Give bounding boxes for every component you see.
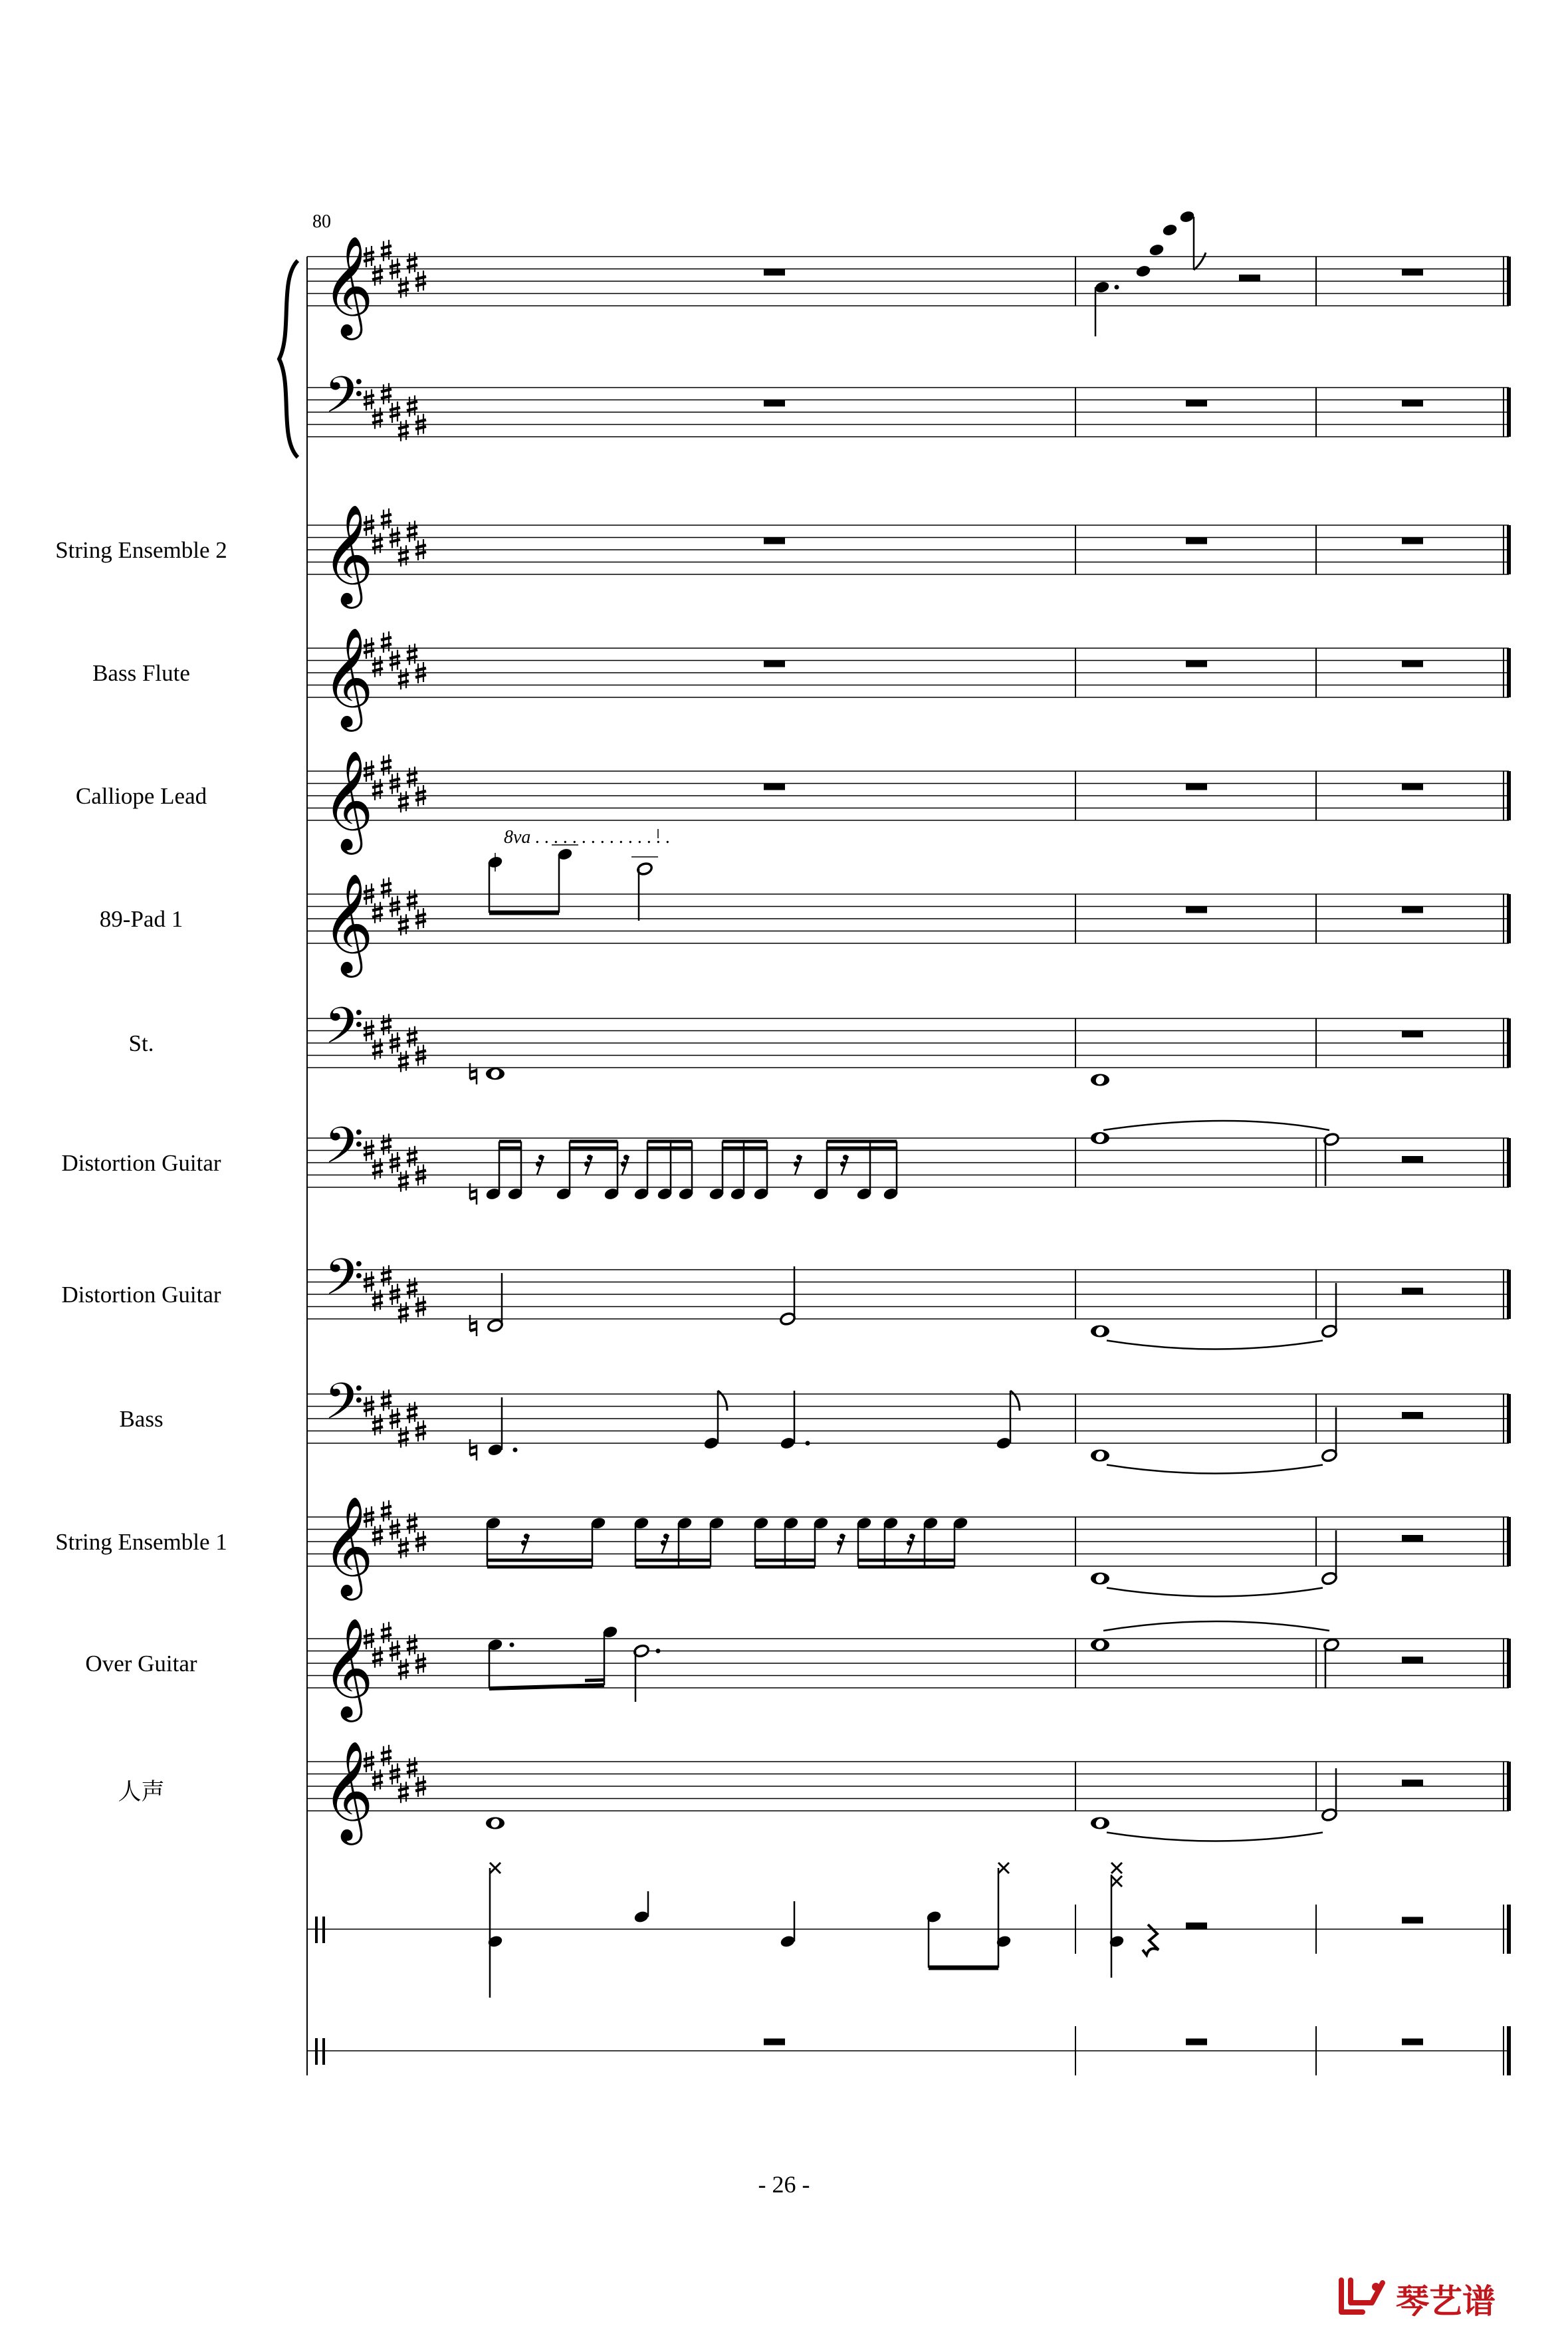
whole-rest — [1186, 907, 1207, 913]
key-sharp-icon — [398, 1659, 409, 1680]
dot — [513, 1448, 518, 1453]
brand-logo[interactable] — [1336, 2274, 1549, 2320]
tie — [1107, 1833, 1323, 1841]
treble-clef-icon: 𝄞 — [322, 1495, 374, 1596]
key-sharp-icon — [381, 509, 392, 530]
natural-icon — [470, 1439, 477, 1460]
half-rest — [1402, 1288, 1423, 1294]
half-rest — [1402, 1412, 1423, 1419]
flag — [1194, 253, 1206, 270]
whole-rest — [764, 784, 785, 790]
half-rest — [1402, 1535, 1423, 1542]
key-sharp-icon — [398, 1537, 409, 1558]
treble-clef-icon: 𝄞 — [322, 626, 374, 727]
key-sharp-icon — [407, 889, 417, 911]
key-sharp-icon — [407, 252, 417, 273]
key-sharp-icon — [381, 1389, 392, 1411]
instrument-label-bass-flute: Bass Flute — [92, 660, 190, 686]
instrument-label-pad-1: 89-Pad 1 — [99, 906, 183, 932]
key-sharp-icon — [372, 1414, 383, 1435]
whole-rest — [764, 2039, 785, 2045]
grace-note — [1162, 223, 1178, 237]
note — [996, 1436, 1012, 1450]
key-sharp-icon — [372, 902, 383, 923]
drums-2-staff — [307, 2026, 1509, 2075]
instrument-label-string-ensemble-2: String Ensemble 2 — [55, 537, 227, 563]
half-note — [1321, 1449, 1338, 1462]
cross-notehead — [490, 1863, 501, 1873]
key-sharp-icon — [372, 779, 383, 800]
half-note — [487, 1318, 504, 1332]
note — [1094, 280, 1111, 294]
key-sharp-icon — [407, 396, 417, 417]
tie — [1103, 1621, 1329, 1631]
whole-note — [1091, 1572, 1109, 1584]
distortion-guitar-1-staff — [307, 1116, 1509, 1192]
key-sharp-icon — [381, 1500, 392, 1522]
sixteenth-rest — [794, 1155, 802, 1175]
key-sharp-icon — [381, 1622, 392, 1643]
whole-note — [1091, 1132, 1109, 1144]
bass-staff — [307, 1372, 1509, 1448]
whole-rest — [1186, 661, 1207, 667]
half-note — [1321, 1807, 1338, 1821]
half-note — [1321, 1572, 1338, 1585]
key-sharp-icon — [372, 265, 383, 286]
half-rest — [1402, 1156, 1423, 1163]
tie — [1103, 1121, 1329, 1130]
whole-rest — [1186, 784, 1207, 790]
whole-rest — [1402, 1031, 1423, 1038]
key-sharp-icon — [381, 1745, 392, 1766]
whole-rest — [1402, 538, 1423, 544]
ottava-suffix: va — [513, 827, 531, 848]
note — [487, 1443, 504, 1457]
natural-icon — [470, 1315, 477, 1336]
key-sharp-icon — [381, 632, 392, 653]
sixteenth-rest — [907, 1534, 915, 1554]
whole-note — [1091, 1817, 1109, 1829]
dot — [1115, 285, 1119, 290]
whole-rest — [1186, 2039, 1207, 2045]
treble-clef-icon: 𝄞 — [322, 1617, 374, 1718]
drums-1-staff — [307, 1905, 1509, 1954]
treble-clef-icon: 𝄞 — [322, 749, 374, 850]
instrument-label-over-guitar: Over Guitar — [85, 1651, 197, 1677]
key-sharp-icon — [398, 277, 409, 298]
key-sharp-icon — [381, 877, 392, 899]
piano-left-staff — [307, 366, 1509, 441]
key-sharp-icon — [398, 420, 409, 441]
beam — [585, 1680, 604, 1681]
grace-note — [1149, 243, 1165, 257]
whole-rest — [1402, 400, 1423, 407]
instrument-label-distortion-guitar-1: Distortion Guitar — [61, 1150, 221, 1176]
bass-clef-icon: 𝄢 — [324, 1372, 364, 1443]
key-sharp-icon — [372, 1647, 383, 1668]
key-sharp-icon — [398, 1302, 409, 1324]
bass-clef-icon: 𝄢 — [324, 366, 364, 437]
half-rest — [1186, 1923, 1207, 1929]
tie — [1107, 1465, 1323, 1474]
natural-icon — [470, 1063, 477, 1084]
key-sharp-icon — [398, 1782, 409, 1803]
measure-number: 80 — [312, 211, 331, 232]
note — [780, 1934, 796, 1948]
whole-rest — [1402, 2039, 1423, 2045]
note — [633, 1910, 650, 1924]
note — [1179, 209, 1196, 223]
whole-rest — [1402, 907, 1423, 913]
key-sharp-icon — [398, 668, 409, 689]
key-sharp-icon — [407, 1757, 417, 1778]
natural-icon — [470, 1183, 477, 1205]
whole-rest — [1186, 538, 1207, 544]
bass-clef-icon: 𝄢 — [324, 996, 364, 1068]
key-sharp-icon — [381, 1014, 392, 1035]
sixteenth-rest — [536, 1155, 544, 1175]
key-sharp-icon — [407, 1634, 417, 1655]
qinyipu-logo-icon — [1336, 2274, 1389, 2320]
cross-notehead — [1111, 1863, 1122, 1873]
key-sharp-icon — [372, 1038, 383, 1060]
calliope-lead-staff — [307, 749, 1509, 855]
whole-rest — [1402, 1917, 1423, 1924]
sixteenth-rest — [621, 1155, 629, 1175]
instrument-label-st: St. — [128, 1030, 154, 1056]
whole-note — [486, 1817, 504, 1829]
distortion-guitar-2-staff — [307, 1248, 1509, 1324]
half-rest — [1402, 1657, 1423, 1663]
treble-clef-icon: 𝄞 — [322, 503, 374, 604]
ottava-label: 8va . . . . . . . . . . . . . . . — [504, 827, 671, 848]
string-ensemble-2-staff — [307, 503, 1509, 609]
vocal-staff — [307, 1740, 1509, 1845]
whole-rest — [1186, 400, 1207, 407]
sixteenth-rest — [661, 1534, 669, 1554]
half-note — [780, 1312, 796, 1326]
key-sharp-icon — [398, 1427, 409, 1448]
bass-clef-icon: 𝄢 — [324, 1116, 364, 1187]
over-guitar-staff — [307, 1617, 1509, 1722]
whole-note — [1091, 1639, 1109, 1651]
bass-flute-staff — [307, 626, 1509, 732]
cross-notehead — [1111, 1876, 1122, 1887]
note — [780, 1436, 796, 1450]
key-sharp-icon — [372, 408, 383, 429]
key-sharp-icon — [398, 1171, 409, 1192]
key-sharp-icon — [372, 533, 383, 554]
key-sharp-icon — [372, 1770, 383, 1791]
key-sharp-icon — [407, 1026, 417, 1048]
key-sharp-icon — [372, 1290, 383, 1311]
grace-note — [1135, 264, 1152, 278]
whole-note — [1091, 1325, 1109, 1337]
dot — [806, 1441, 810, 1446]
st-staff — [307, 996, 1509, 1072]
key-sharp-icon — [407, 1146, 417, 1167]
key-sharp-icon — [372, 1525, 383, 1546]
half-note — [1321, 1324, 1338, 1338]
dot — [510, 1643, 514, 1647]
instrument-label-distortion-guitar-2: Distortion Guitar — [61, 1282, 221, 1308]
cross-notehead — [998, 1863, 1009, 1873]
treble-clef-icon: 𝄞 — [322, 1740, 374, 1841]
whole-rest — [1402, 269, 1423, 276]
key-sharp-icon — [381, 1133, 392, 1155]
note — [703, 1436, 720, 1450]
key-sharp-icon — [381, 240, 392, 261]
key-sharp-icon — [407, 1402, 417, 1423]
instrument-label-vocal: 人声 — [118, 1779, 165, 1805]
key-sharp-icon — [372, 656, 383, 677]
whole-note — [486, 1068, 504, 1080]
treble-clef-icon: 𝄞 — [322, 235, 374, 336]
key-sharp-icon — [398, 791, 409, 812]
key-sharp-icon — [407, 521, 417, 542]
instrument-label-string-ensemble-1: String Ensemble 1 — [55, 1529, 227, 1555]
half-rest — [1239, 275, 1260, 281]
sixteenth-rest — [840, 1155, 848, 1175]
whole-note — [1091, 1074, 1109, 1086]
piano-right-staff — [307, 235, 1509, 340]
page-number: - 26 - — [758, 2171, 810, 2198]
key-sharp-icon — [398, 545, 409, 566]
tie — [1107, 1341, 1323, 1349]
tie — [1107, 1588, 1323, 1597]
key-sharp-icon — [381, 1265, 392, 1286]
logo-text: 琴艺谱 — [1396, 2282, 1496, 2321]
sixteenth-rest — [837, 1534, 845, 1554]
key-sharp-icon — [407, 1278, 417, 1299]
whole-rest — [1402, 784, 1423, 790]
key-sharp-icon — [372, 1158, 383, 1179]
key-sharp-icon — [407, 1512, 417, 1534]
whole-rest — [764, 538, 785, 544]
sixteenth-rest — [584, 1155, 592, 1175]
whole-note — [1091, 1449, 1109, 1461]
half-rest — [1402, 1780, 1423, 1786]
whole-rest — [1402, 661, 1423, 667]
whole-rest — [764, 269, 785, 276]
key-sharp-icon — [398, 914, 409, 935]
bass-clef-icon: 𝄢 — [324, 1248, 364, 1319]
instrument-label-calliope-lead: Calliope Lead — [75, 783, 207, 809]
treble-clef-icon: 𝄞 — [322, 872, 374, 973]
whole-rest — [764, 400, 785, 407]
key-sharp-icon — [398, 1051, 409, 1072]
dot — [656, 1649, 661, 1653]
piano-brace-icon — [279, 261, 298, 457]
key-sharp-icon — [381, 383, 392, 404]
pad-1-staff — [307, 872, 1509, 978]
whole-rest — [764, 661, 785, 667]
instrument-label-bass: Bass — [119, 1406, 164, 1432]
key-sharp-icon — [381, 755, 392, 776]
key-sharp-icon — [407, 643, 417, 665]
key-sharp-icon — [407, 766, 417, 788]
sixteenth-rest — [521, 1534, 529, 1554]
